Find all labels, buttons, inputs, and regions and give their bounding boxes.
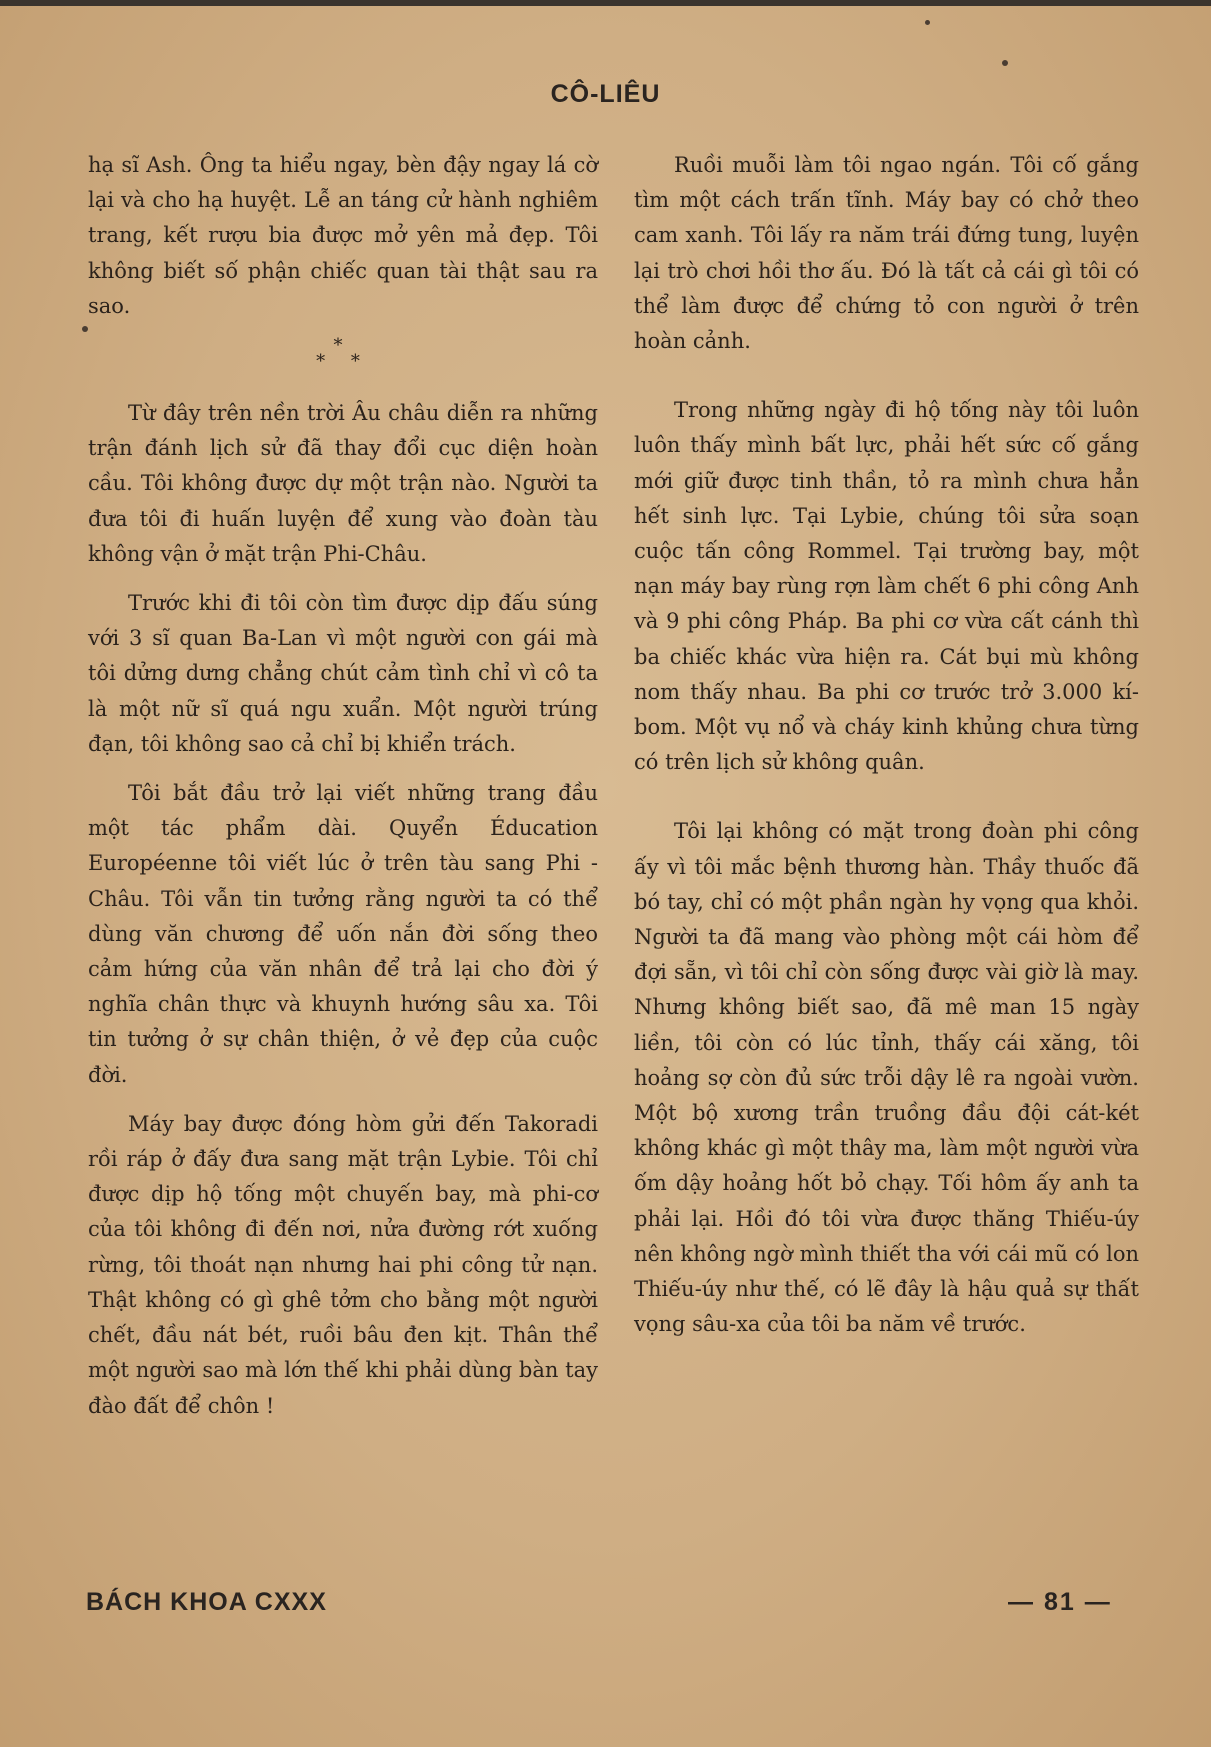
left-column — [88, 148, 598, 1438]
paragraph: Từ đây trên nền trời Âu châu diễn ra những trận đánh lịch sử đã thay đổi cục diện hoàn cầu. Tôi không được dự một trận nào. Người ta đưa tôi đi huấn luyện để xung vào đoàn tàu không vận ở mặt trận Phi-Châu. — [88, 401, 598, 566]
magazine-title: BÁCH KHOA CXXX — [86, 1588, 327, 1616]
paragraph: Trong những ngày đi hộ tống này tôi luôn luôn thấy mình bất lực, phải hết sức cố gắng mới giữ được tinh thần, tỏ ra mình chưa hẳn hết sinh lực. Tại Lybie, chúng tôi sửa soạn cuộc tấn công Rommel. Tại trường bay, một nạn máy bay rùng rợn làm chết 6 phi công Anh và 9 phi công Pháp. Ba phi cơ vừa cất cánh thì ba chiếc khác vừa hiện ra. Cát bụi mù không nom thấy nhau. Ba phi cơ trước trở 3.000 kí-bom. Một vụ nổ và cháy kinh khủng chưa từng có trên lịch sử không quân. — [634, 398, 1139, 775]
section-break-asterism: * * * — [316, 335, 370, 373]
paragraph: Tôi bắt đầu trở lại viết những trang đầu một tác phẩm dài. Quyển Éducation Européenne tôi viết lúc ở trên tàu sang Phi - Châu. Tôi vẫn tin tưởng rằng người ta có thể dùng văn chương để uốn nắn đời sống theo cảm hứng của văn nhân để trả lại cho đời ý nghĩa chân thực và khuynh hướng sâu xa. Tôi tin tưởng ở sự chân thiện, ở vẻ đẹp của cuộc đời. — [88, 781, 598, 1087]
paragraph: Máy bay được đóng hòm gửi đến Takoradi rồi ráp ở đấy đưa sang mặt trận Lybie. Tôi chỉ được dịp hộ tống một chuyến bay, mà phi-cơ của tôi không đi đến nơi, nửa đường rớt xuống rừng, tôi thoát nạn nhưng hai phi công tử nạn. Thật không có gì ghê tởm cho bằng một người chết, đầu nát bét, ruồi bâu đen kịt. Thân thể một người sao mà lớn thế khi phải dùng bàn tay đào đất để chôn ! — [88, 1111, 598, 1418]
paragraph: Trước khi đi tôi còn tìm được dịp đấu súng với 3 sĩ quan Ba-Lan vì một người con gái mà tôi dửng dưng chẳng chút cảm tình chỉ vì cô ta là một nữ sĩ quá ngu xuẩn. Một người trúng đạn, tôi không sao cả chỉ bị khiển trách. — [88, 591, 598, 756]
ink-speck — [1002, 60, 1008, 66]
ink-speck — [925, 20, 930, 25]
paragraph: hạ sĩ Ash. Ông ta hiểu ngay, bèn đậy ngay lá cờ lại và cho hạ huyệt. Lễ an táng cử hành nghiêm trang, kết rượu bia được mở yên mả đẹp. Tôi không biết số phận chiếc quan tài thật sau ra sao. — [88, 153, 598, 318]
running-head: CÔ-LIÊU — [550, 80, 661, 108]
paragraph: Tôi lại không có mặt trong đoàn phi công ấy vì tôi mắc bệnh thương hàn. Thầy thuốc đã bó tay, chỉ có một phần ngàn hy vọng qua khỏi. Người ta đã mang vào phòng một cái hòm để đợi sẵn, vì tôi chỉ còn sống được vài giờ là may. Nhưng không biết sao, đã mê man 15 ngày liền, tôi còn có lúc tỉnh, thấy cái xăng, tôi hoảng sợ còn đủ sức trỗi dậy lê ra ngoài vườn. Một bộ xương trần truồng đầu đội cát-két không khác gì một thây ma, làm một người vừa ốm dậy hoảng hốt bỏ chạy. Tối hôm ấy anh ta phải lại. Hồi đó tôi vừa được thăng Thiếu-úy nên không ngờ mình thiết tha với cái mũ có lon Thiếu-úy như thế, có lẽ đây là hậu quả sự thất vọng sâu-xa của tôi ba năm về trước. — [634, 819, 1139, 1337]
right-column — [634, 148, 1139, 1377]
paragraph: Ruồi muỗi làm tôi ngao ngán. Tôi cố gắng tìm một cách trấn tĩnh. Máy bay có chở theo cam xanh. Tôi lấy ra năm trái đứng tung, luyện lại trò chơi hồi thơ ấu. Đó là tất cả cái gì tôi có thể làm được để chứng tỏ con người ở trên hoàn cảnh. — [634, 153, 1139, 354]
page-number: — 81 — — [1008, 1588, 1112, 1616]
